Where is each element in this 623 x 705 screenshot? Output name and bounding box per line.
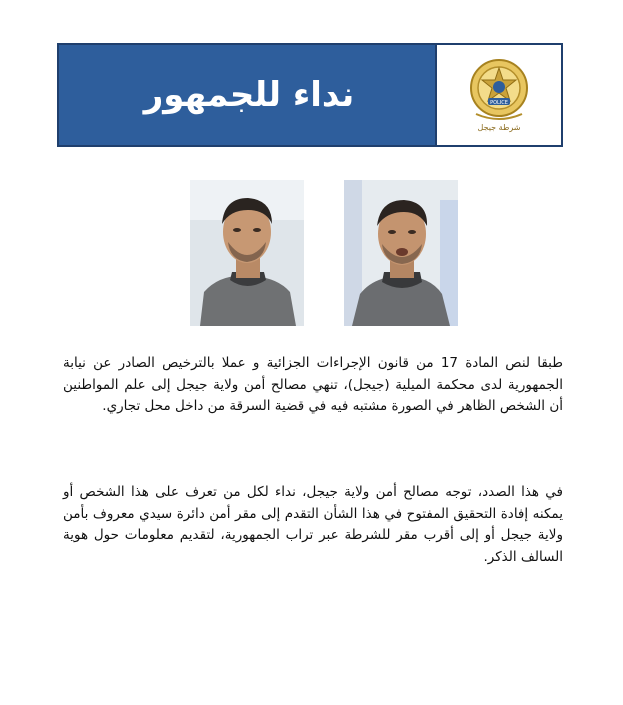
page-title: نداء للجمهور [143,75,355,115]
badge-text: POLICE [490,100,508,106]
announcement-paragraph-1: طبقا لنص المادة 17 من قانون الإجراءات الجزائية و عملا بالترخيص الصادر عن نيابة الجمهورية لدى محكمة الميلية (جيجل)، تنهي مصالح أمن ولاية جيجل إلى علم المواطنين أن الشخص الظاهر في الصورة مشتبه فيه في قضية السرقة من داخل محل تجاري. [63,355,563,414]
logo-box [435,45,561,145]
announcement-paragraph-2: في هذا الصدد، توجه مصالح أمن ولاية جيجل، نداء لكل من تعرف على هذا الشخص أو يمكنه إفادة التحقيق المفتوح في هذا الشأن التقدم إلى مقر أمن دائرة سيدي معروف بأمن ولاية جيجل أو إلى أقرب مقر للشرطة عبر تراب الجمهورية، لتقديم معلومات حول هوية السالف الذكر. [63,484,563,565]
suspect-photo-left [190,180,304,326]
header-banner [57,43,563,147]
emblem-caption: شرطة جيجل [477,123,521,132]
suspect-photo-right [344,180,458,326]
police-emblem [466,54,532,136]
